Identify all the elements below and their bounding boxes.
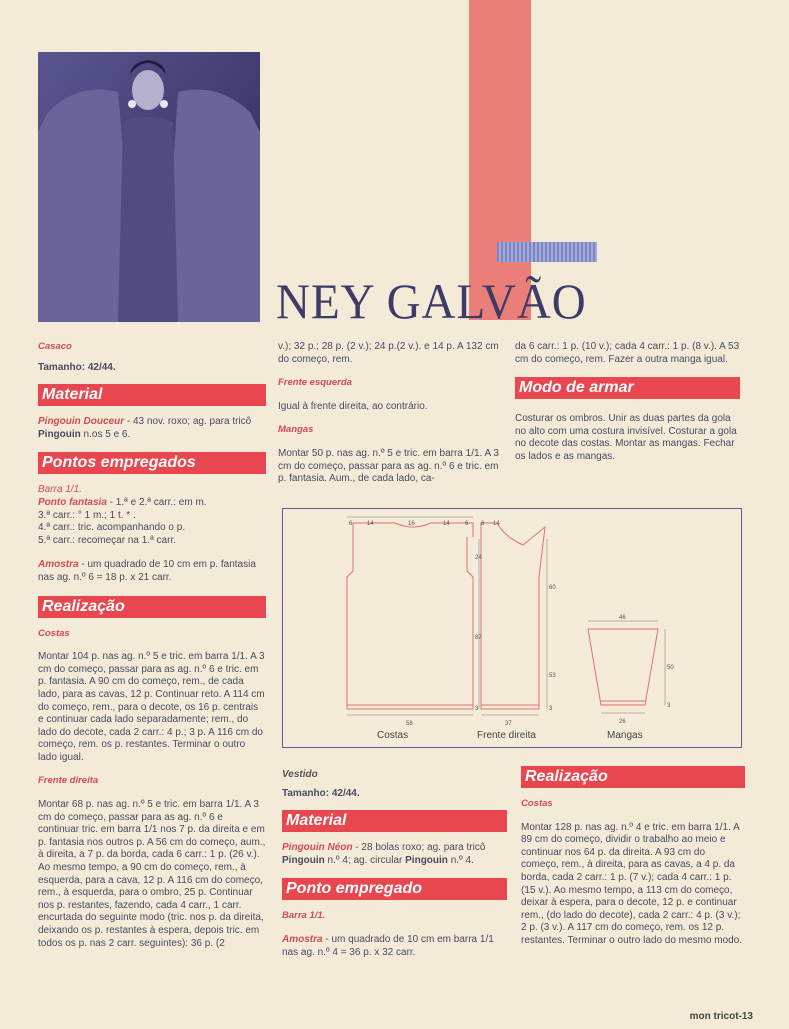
amostra-text: Amostra - um quadrado de 10 cm em p. fantasia nas ag. n.º 6 = 18 p. x 21 carr. <box>38 559 256 583</box>
pattern-diagram <box>282 508 742 748</box>
dim-14c: 14 <box>493 521 500 527</box>
dim-58: 58 <box>406 721 413 727</box>
row-4: 4.ª carr.: tric. acompanhando o p. <box>38 522 186 534</box>
dim-14a: 14 <box>367 521 374 527</box>
right-column <box>515 341 740 475</box>
dim-60: 60 <box>549 585 556 591</box>
row-5: 5.ª carr.: recomeçar na 1.ª carr. <box>38 534 177 546</box>
middle-column <box>278 341 503 497</box>
frente-subheading: Frente direita <box>38 775 99 787</box>
dim-87: 87 <box>475 635 482 641</box>
dim-6c: 6 <box>481 521 485 527</box>
dim-14b: 14 <box>443 521 450 527</box>
model-photo <box>38 52 260 322</box>
dim-53: 53 <box>549 673 556 679</box>
mangas-caption: Mangas <box>607 730 643 741</box>
vestido-amostra: Amostra - um quadrado de 10 cm em barra 1/1 nas ag. n.º 4 = 36 p. x 32 carr. <box>282 933 494 958</box>
frente-esq-text: Igual à frente direita, ao contrário. <box>278 400 428 412</box>
dim-6a: 6 <box>349 521 353 527</box>
pontos-heading: Pontos empregados <box>38 452 266 474</box>
fantasia-line: Ponto fantasia - 1.ª e 2.ª carr.: em m. <box>38 496 207 508</box>
decorative-blue-stripe <box>497 242 597 262</box>
barra-label: Barra 1/1. <box>38 484 82 496</box>
dim-3c: 3 <box>667 703 671 709</box>
decorative-pink-bar <box>469 0 531 320</box>
right-continuation: da 6 carr.: 1 p. (10 v.); cada 4 carr.: 1 p. (8 v.). A 53 cm do começo, rem. Fazer a outra manga igual. <box>515 341 740 365</box>
dim-46: 46 <box>619 615 626 621</box>
vestido-barra: Barra 1/1. <box>282 910 326 922</box>
vestido-size: Tamanho: 42/44. <box>282 787 360 799</box>
material-heading: Material <box>38 384 266 406</box>
material-text: Pingouin Douceur - 43 nov. roxo; ag. para tricô Pingouin n.os 5 e 6. <box>38 416 252 440</box>
dim-26: 26 <box>619 719 626 725</box>
vestido-right-column <box>521 760 745 959</box>
dim-3a: 3 <box>475 706 479 712</box>
row-3: 3.ª carr.: ° 1 m.; 1 t. * . <box>38 509 136 521</box>
casaco-label: Casaco <box>38 341 72 352</box>
modo-heading: Modo de armar <box>515 377 740 399</box>
costas-caption: Costas <box>377 730 409 741</box>
mangas-subheading: Mangas <box>278 424 314 436</box>
vestido-realizacao-heading: Realização <box>521 766 745 788</box>
vestido-costas-text: Montar 128 p. nas ag. n.º 4 e tric. em barra 1/1. A 89 cm do começo, dividir o trabalho ao meio e continuar nos 64 p. da direita. A 93 cm do começo, rem., à direita, para as cavas, a 4 p. da borda, cada 2 carr.: 1 p. (7 v.); cada 4 carr.: 1 p. (15 v.). Ao mesmo tempo, a 113 cm do começo, deixar à espera, para o decote, 12 p. e continuar rem., (do lado do decote), cada 2 carr.: 4 p. (3 v.); 2 p. (3 v.). A 117 cm do começo, rem. os 12 p. restantes. Terminar o outro lado do mesmo modo. <box>521 821 743 946</box>
casaco-size: Tamanho: 42/44. <box>38 361 116 373</box>
costas-text: Montar 104 p. nas ag. n.º 5 e tric. em barra 1/1. A 3 cm do começo, passar para as ag. n.º 6 e tric. em p. fantasia. A 90 cm do começo, rem., de cada lado, para as cavas, 12 p. Continuar reto. A 114 cm do começo, rem., para o decote, os 16 p. centrais e continuar cada lado separadamente; rem., do lado do decote, cada 2 carr.: 4 p.; 3 p. A 116 cm do começo, rem. os p. restantes. Terminar o outro lado igual. <box>38 651 265 763</box>
vestido-label: Vestido <box>282 769 318 780</box>
page-title: NEY GALVÃO <box>276 274 587 330</box>
vestido-material-heading: Material <box>282 810 507 832</box>
frente-text: Montar 68 p. nas ag. n.º 5 e tric. em barra 1/1. A 3 cm do começo, passar para as ag. n.º 6 e continuar tric. em barra 1/1 nos 7 p. da direita e em p. fantasia nos outros p. A 56 cm do começo, aum., à direita, a 7 p. da borda, cada 6 carr.: 1 p. (26 v.). Ao mesmo tempo, a 90 cm do começo, rem., à esquerda, para a cava, 12 p. A 116 cm do começo, rem., à esquerda, para o ombro, 25 p. Continuar nos p. restantes, fazendo, cada 4 carr., 1 carr. encurtada do seguinte modo (tric. nos p. da direita, deixando os p. restantes à espera, depois tric. em todos os p. nas 2 carr. seguintes): 36 p. (2 <box>38 799 266 949</box>
dim-50: 50 <box>667 665 674 671</box>
frente-esq-subheading: Frente esquerda <box>278 377 352 389</box>
frente-caption: Frente direita <box>477 730 536 741</box>
left-column <box>38 341 266 961</box>
dim-24: 24 <box>475 555 482 561</box>
realizacao-heading: Realização <box>38 596 266 618</box>
dim-16: 16 <box>408 521 415 527</box>
costas-subheading: Costas <box>38 627 70 639</box>
vestido-material-text: Pingouin Néon - 28 bolas roxo; ag. para tricô Pingouin n.º 4; ag. circular Pingouin n.º 4. <box>282 842 486 866</box>
vestido-costas-subheading: Costas <box>521 798 553 809</box>
dim-37: 37 <box>505 721 512 727</box>
dim-3b: 3 <box>549 706 553 712</box>
modo-text: Costurar os ombros. Unir as duas partes da gola no alto com uma costura invisível. Costurar a gola no decote das costas. Montar as mangas. Fechar os lados e as mangas. <box>515 413 737 462</box>
mangas-text: Montar 50 p. nas ag. n.º 5 e tric. em barra 1/1. A 3 cm do começo, passar para as ag. n.º 6 e tric. em p. fantasia. Aum., de cada lado, ca- <box>278 447 499 485</box>
page-footer: mon tricot-13 <box>689 1011 753 1022</box>
dim-6b: 6 <box>465 521 469 527</box>
mid-continuation: v.); 32 p.; 28 p. (2 v.); 24 p.(2 v.). e 14 p. A 132 cm do começo, rem. <box>278 341 499 365</box>
ponto-heading: Ponto empregado <box>282 878 507 900</box>
vestido-column <box>282 769 507 970</box>
